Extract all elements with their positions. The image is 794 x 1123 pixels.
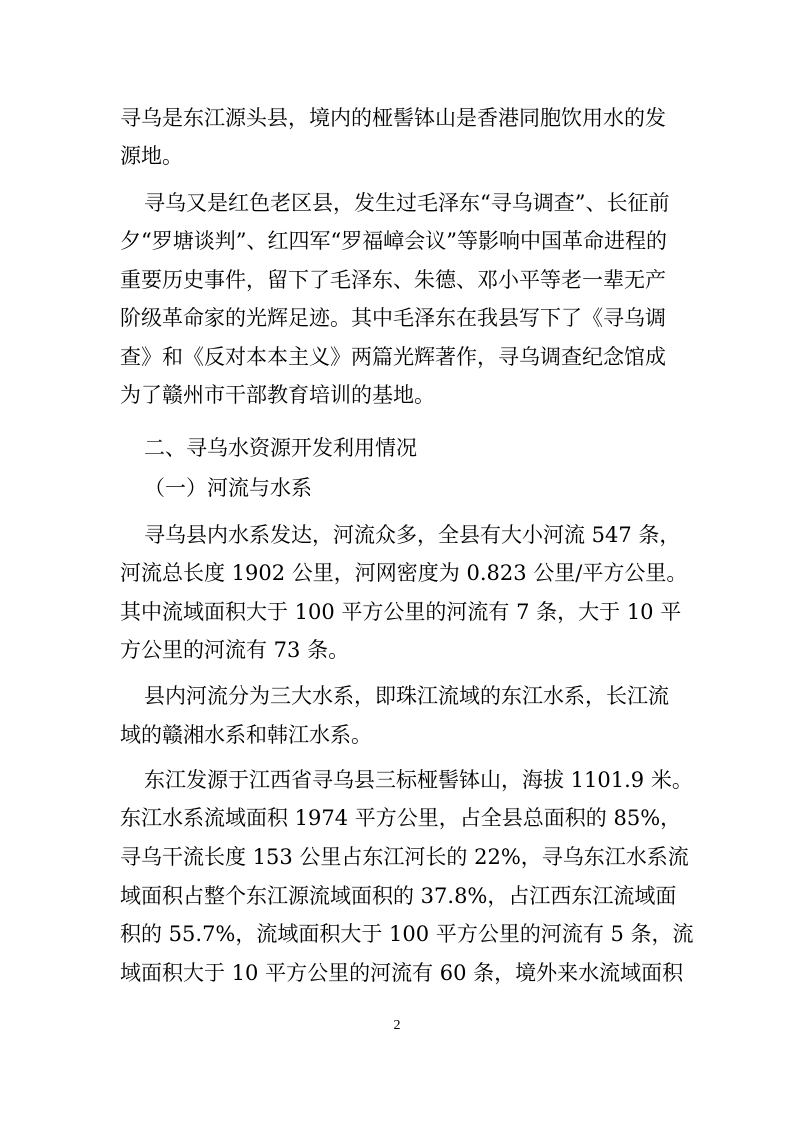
text-line: 夕“罗塘谈判”、红四军“罗福嶂会议”等影响中国革命进程的 xyxy=(120,229,667,253)
text-line: 东江水系流域面积 1974 平方公里，占全县总面积的 85%， xyxy=(120,806,682,830)
text-line: 域的赣湘水系和韩江水系。 xyxy=(120,723,372,747)
text-line: 源地。 xyxy=(120,144,183,168)
text-line: 阶级革命家的光辉足迹。其中毛泽东在我县写下了《寻乌调 xyxy=(120,306,666,330)
text-line: 其中流域面积大于 100 平方公里的河流有 7 条，大于 10 平 xyxy=(120,600,682,624)
paragraph-start-line: 寻乌县内水系发达，河流众多，全县有大小河流 547 条， xyxy=(144,523,681,547)
paragraph-start-line: 东江发源于江西省寻乌县三标桠髻钵山，海拔 1101.9 米。 xyxy=(144,768,693,792)
subsection-heading: （一）河流与水系 xyxy=(144,476,312,500)
text-line: 域面积占整个东江源流域面积的 37.8%，占江西东江流域面 xyxy=(120,884,677,908)
section-heading: 二、寻乌水资源开发利用情况 xyxy=(144,436,417,460)
paragraph-start-line: 县内河流分为三大水系，即珠江流域的东江水系，长江流 xyxy=(144,684,669,708)
text-line: 域面积大于 10 平方公里的河流有 60 条，境外来水流域面积 xyxy=(120,961,684,985)
text-line: 重要历史事件，留下了毛泽东、朱德、邓小平等老一辈无产 xyxy=(120,268,666,292)
text-line: 寻乌是东江源头县，境内的桠髻钵山是香港同胞饮用水的发 xyxy=(120,106,666,130)
text-line: 方公里的河流有 73 条。 xyxy=(120,638,350,662)
text-line: 积的 55.7%，流域面积大于 100 平方公里的河流有 5 条，流 xyxy=(120,922,694,946)
text-line: 河流总长度 1902 公里，河网密度为 0.823 公里/平方公里。 xyxy=(120,561,688,585)
paragraph-start-line: 寻乌又是红色老区县，发生过毛泽东“寻乌调查”、长征前 xyxy=(144,191,670,215)
text-line: 查》和《反对本本主义》两篇光辉著作，寻乌调查纪念馆成 xyxy=(120,345,666,369)
page-number: 2 xyxy=(393,1018,401,1033)
text-line: 为了赣州市干部教育培训的基地。 xyxy=(120,383,435,407)
text-line: 寻乌干流长度 153 公里占东江河长的 22%，寻乌东江水系流 xyxy=(120,845,689,869)
